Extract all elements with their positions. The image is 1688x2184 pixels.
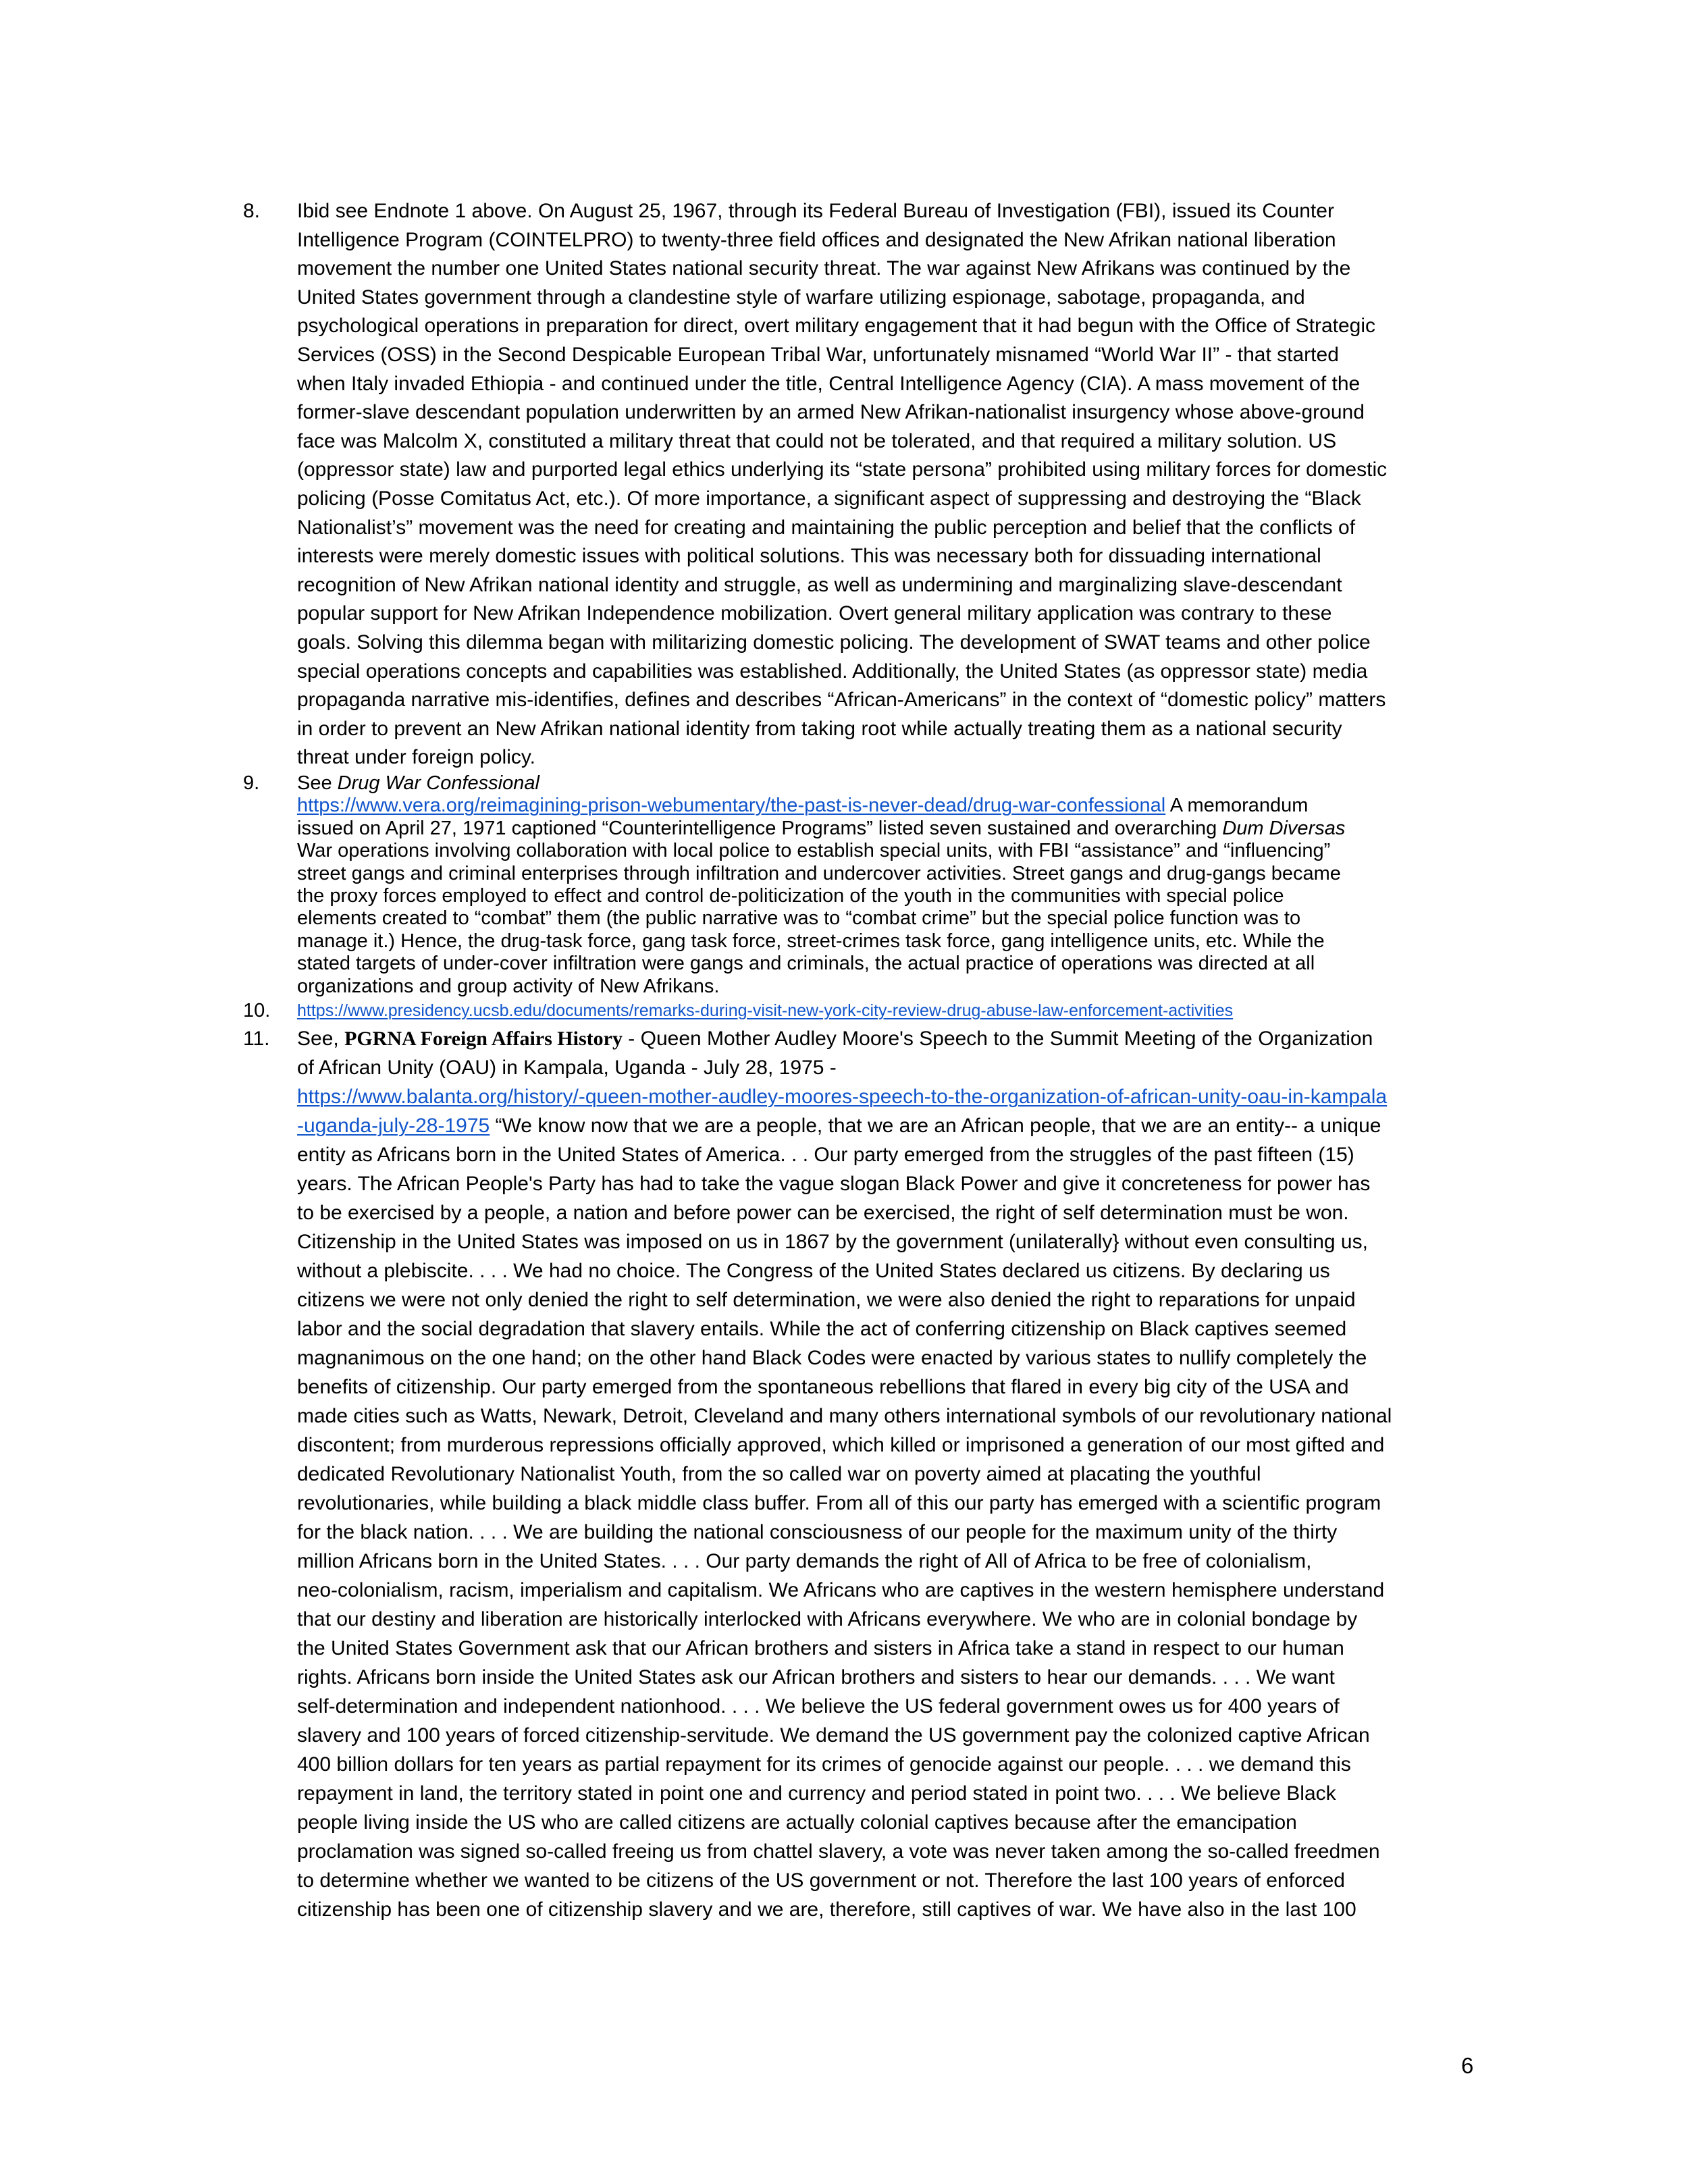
text-span: issued on April 27, 1971 captioned “Counterintelligence Programs” listed seven sustained and overarching	[297, 817, 1223, 839]
text-line: proclamation was signed so-called freeing us from chattel slavery, a vote was never taken among the so-called freedmen	[297, 1840, 1380, 1863]
source-link[interactable]: https://www.vera.org/reimagining-prison-webumentary/the-past-is-never-dead/drug-war-confessional	[297, 795, 1166, 817]
text-span: - Queen Mother Audley Moore's Speech to the Summit Meeting of the Organization	[622, 1027, 1373, 1050]
text-line: without a plebiscite. . . . We had no choice. The Congress of the United States declared us citizens. By declaring us	[297, 1259, 1330, 1282]
text-line: Intelligence Program (COINTELPRO) to twenty-three field offices and designated the New Afrikan national liberation	[297, 228, 1336, 251]
endnote-9	[243, 772, 1492, 998]
endnote-10	[243, 998, 1492, 1024]
text-line: elements created to “combat” them (the public narrative was to “combat crime” but the special police function was to	[297, 907, 1301, 930]
text-line: interests were merely domestic issues with political solutions. This was necessary both for dissuading international	[297, 545, 1321, 568]
text-line	[297, 998, 1492, 1024]
text-line	[297, 1111, 1492, 1140]
page-number: 6	[1461, 2053, 1474, 2078]
text-line: revolutionaries, while building a black middle class buffer. From all of this our party has emerged with a scientific program	[297, 1491, 1381, 1514]
text-line: rights. Africans born inside the United States ask our African brothers and sisters to hear our demands. . . . We want	[297, 1666, 1335, 1688]
text-line: special operations concepts and capabilities was established. Additionally, the United States (as oppressor state) media	[297, 660, 1368, 683]
endnote-body	[297, 772, 1492, 998]
endnote-11	[243, 1024, 1492, 1924]
see-label: See	[297, 772, 338, 794]
see-label: See,	[297, 1027, 345, 1050]
endnotes-list	[243, 197, 1492, 1924]
text-line: neo-colonialism, racism, imperialism and capitalism. We Africans who are captives in the western hemisphere understand	[297, 1578, 1385, 1601]
text-line: citizenship has been one of citizenship slavery and we are, therefore, still captives of war. We have also in the last 100	[297, 1898, 1356, 1921]
text-line: dedicated Revolutionary Nationalist Youth, from the so called war on poverty aimed at placating the youthful	[297, 1462, 1261, 1485]
text-line	[297, 818, 1492, 840]
text-line: discontent; from murderous repressions officially approved, which killed or imprisoned a generation of our most gifted and	[297, 1433, 1385, 1456]
text-line: labor and the social degradation that slavery entails. While the act of conferring citizenship on Black captives seemed	[297, 1317, 1347, 1340]
text-line: goals. Solving this dilemma began with militarizing domestic policing. The development of SWAT teams and other police	[297, 631, 1371, 654]
text-line: War operations involving collaboration with local police to establish special units, with FBI “assistance” and “influencing”	[297, 840, 1331, 862]
text-line: street gangs and criminal enterprises through infiltration and undercover activities. Street gangs and drug-gangs became	[297, 862, 1341, 884]
text-line: popular support for New Afrikan Independence mobilization. Overt general military application was contrary to these	[297, 602, 1332, 625]
text-line: self-determination and independent nationhood. . . . We believe the US federal government owes us for 400 years of	[297, 1695, 1340, 1717]
text-line: movement the number one United States national security threat. The war against New Afrikans was continued by the	[297, 257, 1351, 280]
text-line: organizations and group activity of New Afrikans.	[297, 975, 720, 997]
text-line: the proxy forces employed to effect and control de-politicization of the youth in the communities with special police	[297, 884, 1284, 907]
text-line: psychological operations in preparation for direct, overt military engagement that it had begun with the Office of Strategic	[297, 315, 1376, 338]
text-line: stated targets of under-cover infiltration were gangs and criminals, the actual practice of operations was directed at all	[297, 953, 1315, 975]
text-line: policing (Posse Comitatus Act, etc.). Of more importance, a significant aspect of suppressing and destroying the “Black	[297, 487, 1361, 510]
endnote-number: 9.	[243, 772, 260, 794]
endnote-body	[297, 998, 1492, 1024]
text-line: for the black nation. . . . We are building the national consciousness of our people for the maximum unity of the thirty	[297, 1520, 1338, 1543]
text-line: of African Unity (OAU) in Kampala, Uganda - July 28, 1975 -	[297, 1056, 837, 1079]
text-line: people living inside the US who are called citizens are actually colonial captives because after the emancipation	[297, 1811, 1297, 1834]
text-line: when Italy invaded Ethiopia - and continued under the title, Central Intelligence Agency (CIA). A mass movement of the	[297, 372, 1361, 395]
text-line: to be exercised by a people, a nation and before power can be exercised, the right of self determination must be won.	[297, 1201, 1349, 1224]
text-line: propaganda narrative mis-identifies, defines and describes “African-Americans” in the context of “domestic policy” matters	[297, 689, 1386, 712]
text-line	[297, 1082, 1492, 1111]
source-title: Drug War Confessional	[337, 772, 539, 794]
source-link-part-1[interactable]: https://www.balanta.org/history/-queen-mother-audley-moores-speech-to-the-organization-of-african-unity-oau-in-kampala	[297, 1085, 1388, 1108]
endnote-body	[297, 1024, 1492, 1924]
source-link-part-2[interactable]: -uganda-july-28-1975	[297, 1114, 490, 1137]
text-line: manage it.) Hence, the drug-task force, gang task force, street-crimes task force, gang intelligence units, etc. While the	[297, 930, 1325, 952]
text-line: face was Malcolm X, constituted a military threat that could not be tolerated, and that required a military solution. US	[297, 429, 1337, 452]
text-line: that our destiny and liberation are historically interlocked with Africans everywhere. We who are in colonial bondage by	[297, 1607, 1358, 1630]
text-line: the United States Government ask that our African brothers and sisters in Africa take a stand in respect to our human	[297, 1636, 1344, 1659]
text-line: slavery and 100 years of forced citizenship-servitude. We demand the US government pay the colonized captive African	[297, 1724, 1370, 1747]
emphasis-text: Dum Diversas	[1222, 817, 1346, 839]
text-line: former-slave descendant population underwritten by an armed New Afrikan-nationalist insurgency whose above-ground	[297, 401, 1365, 424]
text-line: threat under foreign policy.	[297, 746, 535, 769]
text-line: entity as Africans born in the United States of America. . . Our party emerged from the struggles of the past fifteen (15)	[297, 1143, 1354, 1166]
text-span: “We know now that we are a people, that we are an African people, that we are an entity-- a unique	[490, 1114, 1381, 1137]
endnote-number: 10.	[243, 999, 271, 1021]
text-line: Nationalist’s” movement was the need for creating and maintaining the public perception and belief that the conflicts of	[297, 516, 1356, 539]
text-span: A memorandum	[1165, 795, 1309, 817]
text-line: recognition of New Afrikan national identity and struggle, as well as undermining and marginalizing slave-descendant	[297, 573, 1342, 596]
endnote-body	[297, 197, 1492, 772]
text-line: made cities such as Watts, Newark, Detroit, Cleveland and many others international symbols of our revolutionary national	[297, 1404, 1392, 1427]
text-line: Services (OSS) in the Second Despicable European Tribal War, unfortunately misnamed “World War II” - that started	[297, 343, 1339, 366]
text-line: (oppressor state) law and purported legal ethics underlying its “state persona” prohibited using military forces for domestic	[297, 458, 1388, 481]
text-line: Citizenship in the United States was imposed on us in 1867 by the government (unilaterally} without even consulting us,	[297, 1230, 1368, 1253]
text-line	[297, 1024, 1492, 1053]
text-line	[297, 772, 1492, 795]
text-line: Ibid see Endnote 1 above. On August 25, 1967, through its Federal Bureau of Investigation (FBI), issued its Counter	[297, 200, 1334, 222]
text-line: citizens we were not only denied the right to self determination, we were also denied the right to reparations for unpaid	[297, 1288, 1356, 1311]
source-title: PGRNA Foreign Affairs History	[344, 1027, 623, 1050]
text-line: United States government through a clandestine style of warfare utilizing espionage, sabotage, propaganda, and	[297, 286, 1305, 309]
source-link[interactable]: https://www.presidency.ucsb.edu/documents/remarks-during-visit-new-york-city-review-drug-abuse-law-enforcement-activities	[297, 1001, 1234, 1020]
endnote-8	[243, 197, 1492, 772]
text-line: 400 billion dollars for ten years as partial repayment for its crimes of genocide against our people. . . . we demand this	[297, 1753, 1351, 1776]
text-line: benefits of citizenship. Our party emerged from the spontaneous rebellions that flared in every big city of the USA and	[297, 1375, 1349, 1398]
text-line: magnanimous on the one hand; on the other hand Black Codes were enacted by various states to nullify completely the	[297, 1346, 1367, 1369]
text-line: in order to prevent an New Afrikan national identity from taking root while actually treating them as a national security	[297, 717, 1342, 740]
text-line	[297, 795, 1492, 817]
text-line: to determine whether we wanted to be citizens of the US government or not. Therefore the last 100 years of enforced	[297, 1869, 1345, 1892]
text-line: million Africans born in the United States. . . . Our party demands the right of All of Africa to be free of colonialism,	[297, 1549, 1312, 1572]
text-line: years. The African People's Party has had to take the vague slogan Black Power and give it concreteness for power has	[297, 1172, 1371, 1195]
endnote-number: 8.	[243, 200, 261, 222]
text-line: repayment in land, the territory stated in point one and currency and period stated in point two. . . . We believe Black	[297, 1782, 1336, 1805]
endnote-number: 11.	[243, 1027, 270, 1050]
